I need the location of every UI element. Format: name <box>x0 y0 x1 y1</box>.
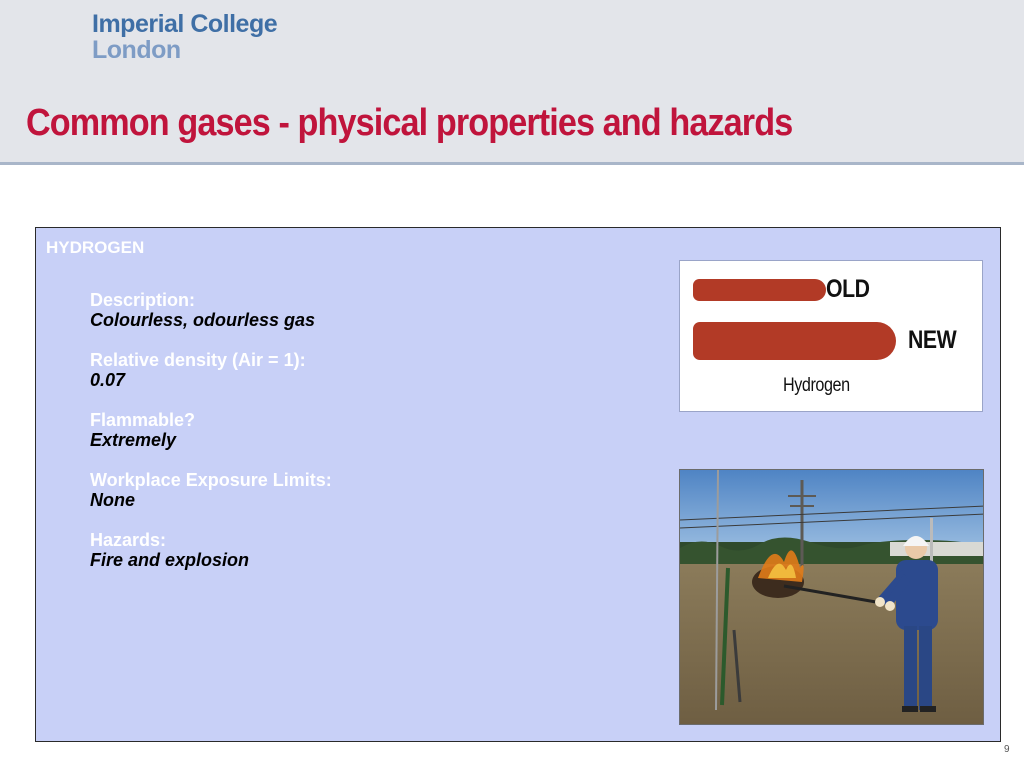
property-label: Hazards: <box>90 530 167 550</box>
slide-title: Common gases - physical properties and hazards <box>26 102 793 144</box>
gas-name: HYDROGEN <box>46 238 145 257</box>
property-value: Fire and explosion <box>90 550 250 570</box>
photo-illustration <box>680 470 984 725</box>
property-value: Colourless, odourless gas <box>90 310 316 330</box>
logo-line-2: London <box>92 36 181 64</box>
new-cylinder-icon <box>693 322 896 360</box>
property-relative-density <box>90 350 332 391</box>
property-list <box>90 290 332 590</box>
logo-line-1: Imperial College <box>92 10 278 38</box>
property-flammable <box>90 410 332 451</box>
property-label: Description: <box>90 290 196 310</box>
slide-header <box>0 0 1024 165</box>
hydrogen-flame-photo <box>679 469 984 725</box>
property-value: None <box>90 490 135 510</box>
property-description <box>90 290 332 331</box>
property-label: Relative density (Air = 1): <box>90 350 306 370</box>
gas-info-panel <box>35 227 1001 742</box>
cylinder-caption: Hydrogen <box>783 375 850 396</box>
old-cylinder-icon <box>693 279 826 301</box>
cylinder-color-image <box>679 260 983 412</box>
property-value: 0.07 <box>90 370 126 390</box>
imperial-college-logo <box>92 10 277 62</box>
property-exposure-limits <box>90 470 332 511</box>
property-label: Flammable? <box>90 410 196 430</box>
old-label: OLD <box>826 275 870 303</box>
page-number: 9 <box>1004 744 1010 755</box>
property-label: Workplace Exposure Limits: <box>90 470 332 490</box>
new-label: NEW <box>908 326 957 354</box>
property-hazards <box>90 530 332 571</box>
property-value: Extremely <box>90 430 177 450</box>
